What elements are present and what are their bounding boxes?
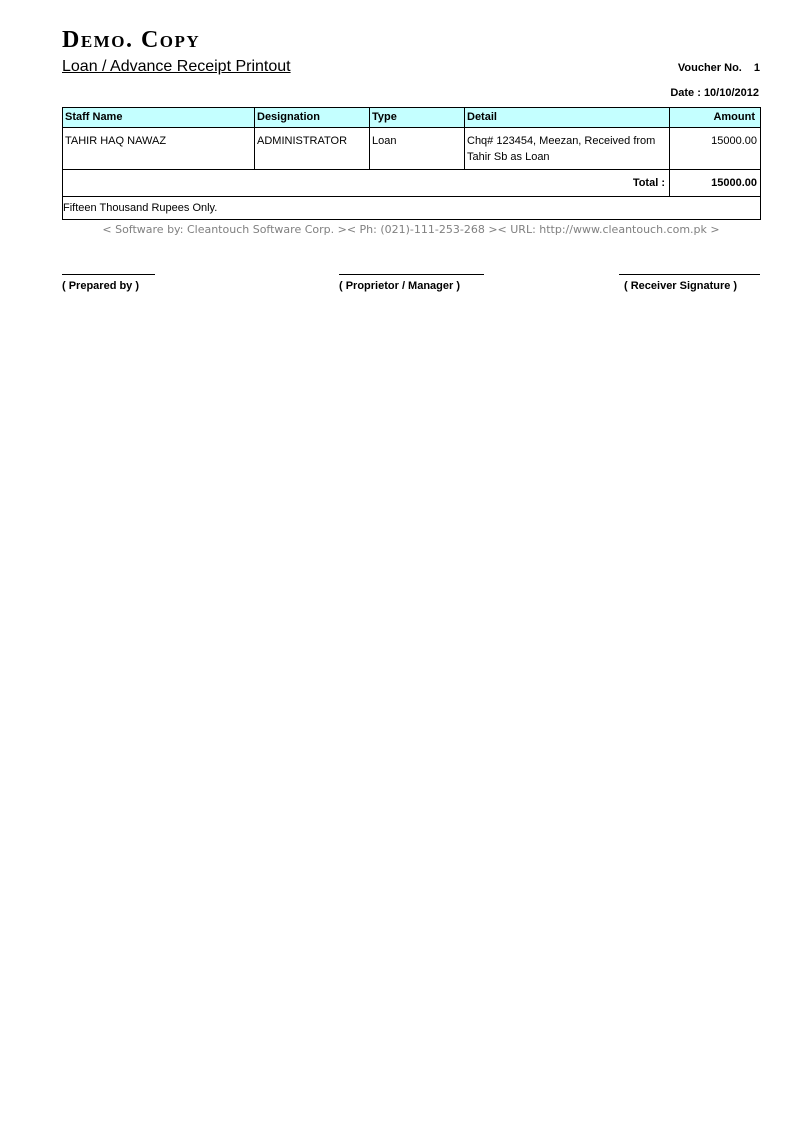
demo-copy-title: Demo. Copy [62,27,201,53]
voucher-date [670,87,759,100]
software-credit: < Software by: Cleantouch Software Corp. >< Ph: (021)-111-253-268 >< URL: http://www.cleantouch.com.pk > [102,223,720,236]
column-header-amount: Amount [670,108,761,128]
report-title: Loan / Advance Receipt Printout [62,58,291,75]
amount-in-words-row [63,197,761,220]
table-row [63,128,761,170]
manager-label: ( Proprietor / Manager ) [339,280,461,292]
voucher-number [678,62,760,75]
column-header-detail: Detail [465,108,670,128]
receiver-signature-label: ( Receiver Signature ) [624,280,738,292]
manager-signature-line [339,274,484,275]
cell-staff-name: TAHIR HAQ NAWAZ [63,128,255,170]
column-header-designation: Designation [255,108,370,128]
table-header-row [63,108,761,128]
receiver-signature-line [619,274,760,275]
date-label: Date : [670,87,701,99]
total-label: Total : [63,170,670,197]
cell-amount: 15000.00 [670,128,761,170]
cell-designation: ADMINISTRATOR [255,128,370,170]
cell-type: Loan [370,128,465,170]
voucher-value: 1 [753,62,760,74]
amount-in-words: Fifteen Thousand Rupees Only. [63,197,761,220]
column-header-type: Type [370,108,465,128]
column-header-staff-name: Staff Name [63,108,255,128]
date-value: 10/10/2012 [703,87,759,99]
cell-detail: Chq# 123454, Meezan, Received from Tahir Sb as Loan [465,128,670,170]
receipt-table [62,107,761,220]
prepared-by-label: ( Prepared by ) [62,280,140,292]
prepared-by-signature-line [62,274,155,275]
voucher-label: Voucher No. [677,62,742,74]
total-amount: 15000.00 [670,170,761,197]
total-row [63,170,761,197]
